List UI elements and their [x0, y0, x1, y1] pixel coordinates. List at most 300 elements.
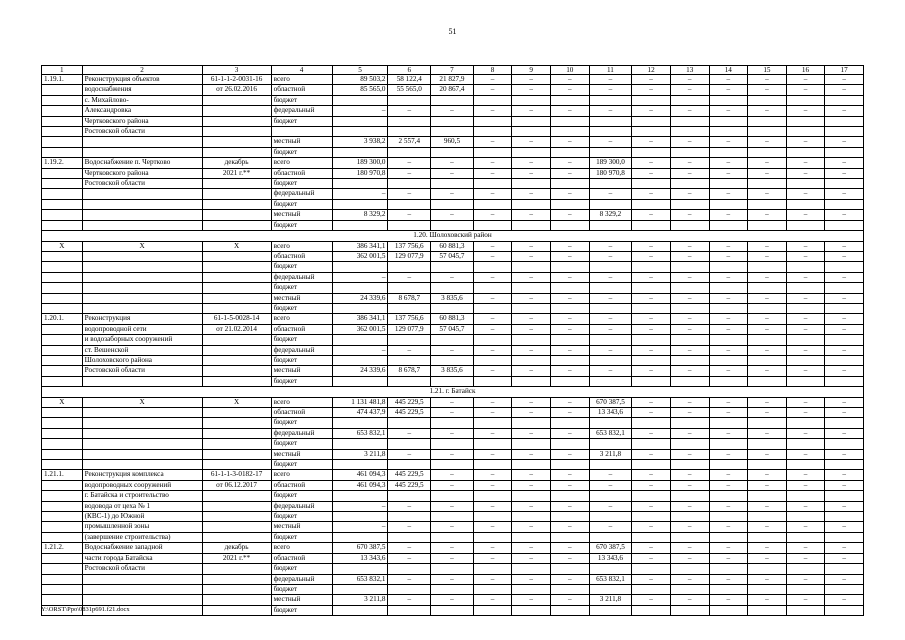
table-cell: – — [748, 251, 787, 261]
table-cell — [202, 345, 271, 355]
table-cell — [786, 335, 825, 345]
table-row — [42, 470, 864, 480]
table-row — [42, 522, 864, 532]
table-cell: – — [786, 574, 825, 584]
table-cell: – — [825, 241, 864, 251]
table-cell: – — [748, 189, 787, 199]
table-cell: – — [748, 158, 787, 168]
table-cell: – — [632, 543, 671, 553]
table-cell — [431, 116, 474, 126]
table-cell — [748, 512, 787, 522]
table-cell: 55 565,0 — [388, 85, 431, 95]
table-cell — [589, 376, 632, 386]
table-cell: – — [670, 75, 709, 85]
table-cell: бюджет — [271, 376, 332, 386]
table-cell: всего — [271, 75, 332, 85]
table-cell: – — [431, 189, 474, 199]
table-cell — [748, 262, 787, 272]
table-cell — [42, 116, 83, 126]
table-cell: – — [551, 158, 590, 168]
table-cell: – — [670, 168, 709, 178]
table-cell: 137 756,6 — [388, 314, 431, 324]
table-cell: 461 094,3 — [332, 470, 388, 480]
table-cell: – — [786, 543, 825, 553]
table-cell — [82, 283, 202, 293]
table-cell — [82, 189, 202, 199]
table-cell — [388, 512, 431, 522]
table-cell — [825, 199, 864, 209]
table-cell: – — [786, 137, 825, 147]
table-cell: – — [786, 501, 825, 511]
table-cell — [42, 480, 83, 490]
table-cell: – — [786, 272, 825, 282]
table-cell — [670, 584, 709, 594]
table-cell: – — [589, 470, 632, 480]
table-row — [42, 428, 864, 438]
table-cell — [202, 460, 271, 470]
table-cell: федеральный — [271, 189, 332, 199]
table-cell — [512, 491, 551, 501]
table-cell: – — [825, 522, 864, 532]
table-cell: – — [512, 168, 551, 178]
column-number: 15 — [748, 66, 787, 75]
table-cell: – — [632, 210, 671, 220]
table-cell: – — [670, 449, 709, 459]
table-cell: – — [551, 272, 590, 282]
table-cell — [388, 179, 431, 189]
table-cell — [431, 564, 474, 574]
column-number: 7 — [431, 66, 474, 75]
table-row — [42, 480, 864, 490]
table-cell — [825, 262, 864, 272]
table-cell — [551, 199, 590, 209]
table-cell: – — [431, 553, 474, 563]
table-cell — [551, 127, 590, 137]
table-cell: – — [473, 428, 512, 438]
table-cell: – — [825, 314, 864, 324]
table-cell: – — [786, 449, 825, 459]
table-cell: – — [589, 251, 632, 261]
table-cell — [551, 116, 590, 126]
table-cell — [786, 491, 825, 501]
table-cell — [589, 532, 632, 542]
table-cell: Ростовской области — [82, 179, 202, 189]
table-cell: 386 341,1 — [332, 314, 388, 324]
table-cell — [388, 460, 431, 470]
table-cell — [551, 512, 590, 522]
table-cell — [431, 439, 474, 449]
table-row — [42, 189, 864, 199]
table-cell: 653 832,1 — [332, 428, 388, 438]
table-row — [42, 210, 864, 220]
table-cell: – — [473, 168, 512, 178]
table-cell: местный — [271, 366, 332, 376]
table-cell — [473, 491, 512, 501]
table-cell — [786, 95, 825, 105]
table-cell: – — [431, 522, 474, 532]
table-cell: местный — [271, 293, 332, 303]
table-cell: – — [786, 553, 825, 563]
table-cell: – — [670, 251, 709, 261]
table-cell — [82, 439, 202, 449]
table-cell — [82, 595, 202, 605]
table-cell — [670, 355, 709, 365]
table-row — [42, 168, 864, 178]
table-cell — [332, 532, 388, 542]
table-cell — [709, 584, 748, 594]
table-cell — [42, 210, 83, 220]
column-number: 4 — [271, 66, 332, 75]
table-row — [42, 116, 864, 126]
table-cell — [589, 283, 632, 293]
table-cell: – — [473, 480, 512, 490]
table-cell — [332, 605, 388, 615]
table-cell — [82, 418, 202, 428]
table-cell — [42, 439, 83, 449]
column-number: 3 — [202, 66, 271, 75]
table-cell: – — [748, 595, 787, 605]
table-cell: – — [825, 408, 864, 418]
table-cell: Реконструкция — [82, 314, 202, 324]
table-cell: декабрь — [202, 158, 271, 168]
table-cell: – — [825, 595, 864, 605]
table-cell — [332, 491, 388, 501]
table-cell: – — [670, 543, 709, 553]
table-cell: – — [589, 272, 632, 282]
table-cell — [551, 303, 590, 313]
table-cell — [632, 220, 671, 230]
table-cell — [332, 439, 388, 449]
table-cell: – — [825, 574, 864, 584]
table-cell: – — [551, 543, 590, 553]
table-cell: 461 094,3 — [332, 480, 388, 490]
table-cell — [473, 199, 512, 209]
table-cell: Александровка — [82, 106, 202, 116]
table-cell: – — [512, 106, 551, 116]
table-cell — [632, 116, 671, 126]
table-cell — [42, 522, 83, 532]
table-row — [42, 376, 864, 386]
table-cell: – — [632, 75, 671, 85]
table-cell — [670, 491, 709, 501]
table-cell — [202, 439, 271, 449]
table-cell — [42, 262, 83, 272]
table-cell: областной — [271, 168, 332, 178]
table-cell: – — [632, 408, 671, 418]
table-row — [42, 345, 864, 355]
table-cell: 13 343,6 — [589, 408, 632, 418]
table-row — [42, 564, 864, 574]
table-cell: – — [512, 470, 551, 480]
table-cell — [786, 532, 825, 542]
table-cell: промышленной зоны — [82, 522, 202, 532]
table-row — [42, 137, 864, 147]
table-cell — [82, 428, 202, 438]
table-cell — [332, 376, 388, 386]
table-cell: 670 387,5 — [332, 543, 388, 553]
table-cell: бюджет — [271, 116, 332, 126]
table-cell — [551, 532, 590, 542]
table-cell: областной — [271, 251, 332, 261]
table-cell — [431, 283, 474, 293]
table-cell: – — [748, 293, 787, 303]
table-cell — [388, 564, 431, 574]
table-cell: – — [786, 241, 825, 251]
table-cell: – — [670, 408, 709, 418]
table-cell: – — [512, 251, 551, 261]
table-cell — [202, 501, 271, 511]
table-cell: – — [632, 574, 671, 584]
table-cell — [551, 418, 590, 428]
table-cell — [632, 460, 671, 470]
table-cell: – — [551, 522, 590, 532]
table-cell: всего — [271, 397, 332, 407]
table-cell: – — [786, 251, 825, 261]
table-cell: – — [473, 106, 512, 116]
table-cell: – — [709, 272, 748, 282]
table-cell: – — [388, 272, 431, 282]
table-cell — [512, 220, 551, 230]
table-cell: – — [709, 75, 748, 85]
table-cell: 1.20.1. — [42, 314, 83, 324]
table-cell: – — [825, 272, 864, 282]
table-cell — [202, 335, 271, 345]
table-cell: – — [632, 522, 671, 532]
table-cell — [42, 335, 83, 345]
table-cell — [589, 95, 632, 105]
table-cell: областной — [271, 408, 332, 418]
column-number: 5 — [332, 66, 388, 75]
table-row — [42, 491, 864, 501]
table-cell: – — [786, 210, 825, 220]
table-cell: – — [825, 501, 864, 511]
table-cell — [632, 283, 671, 293]
table-cell — [670, 283, 709, 293]
table-cell: – — [388, 345, 431, 355]
table-cell: – — [332, 272, 388, 282]
table-cell: – — [786, 293, 825, 303]
table-cell: – — [388, 522, 431, 532]
table-cell: – — [473, 272, 512, 282]
table-cell — [825, 95, 864, 105]
column-number: 12 — [632, 66, 671, 75]
table-cell — [42, 220, 83, 230]
table-cell — [473, 95, 512, 105]
table-cell — [202, 522, 271, 532]
table-cell: 13 343,6 — [332, 553, 388, 563]
table-cell: Реконструкция комплекса — [82, 470, 202, 480]
table-cell — [825, 220, 864, 230]
table-cell — [271, 127, 332, 137]
table-cell — [786, 147, 825, 157]
table-cell — [42, 106, 83, 116]
table-cell: – — [551, 75, 590, 85]
table-cell — [748, 179, 787, 189]
table-cell: – — [431, 449, 474, 459]
table-cell — [512, 460, 551, 470]
table-cell — [388, 147, 431, 157]
table-row — [42, 241, 864, 251]
table-cell: – — [551, 241, 590, 251]
table-cell: – — [709, 428, 748, 438]
table-cell — [589, 491, 632, 501]
table-cell: – — [748, 272, 787, 282]
table-cell: – — [388, 553, 431, 563]
column-number: 9 — [512, 66, 551, 75]
table-cell — [512, 303, 551, 313]
table-cell: федеральный — [271, 501, 332, 511]
table-cell: – — [473, 574, 512, 584]
table-cell — [589, 512, 632, 522]
table-cell — [332, 303, 388, 313]
table-cell — [42, 355, 83, 365]
table-cell: – — [748, 428, 787, 438]
table-cell — [42, 584, 83, 594]
table-cell — [42, 532, 83, 542]
table-cell: – — [709, 251, 748, 261]
table-cell: – — [786, 428, 825, 438]
table-cell: местный — [271, 210, 332, 220]
table-cell: всего — [271, 158, 332, 168]
table-cell: 89 503,2 — [332, 75, 388, 85]
table-cell: – — [632, 241, 671, 251]
table-cell: – — [709, 158, 748, 168]
table-cell: – — [632, 480, 671, 490]
table-cell: Ростовской области — [82, 127, 202, 137]
file-path-footer: Y:\ORST\Ppo\0831p691.f21.docx — [41, 606, 130, 613]
table-row — [42, 272, 864, 282]
table-row — [42, 106, 864, 116]
table-cell: бюджет — [271, 439, 332, 449]
table-cell — [42, 449, 83, 459]
table-cell — [82, 199, 202, 209]
table-cell: с. Михайлово- — [82, 95, 202, 105]
table-cell — [709, 335, 748, 345]
table-row — [42, 95, 864, 105]
table-cell: бюджет — [271, 564, 332, 574]
table-cell — [551, 147, 590, 157]
table-cell — [632, 127, 671, 137]
table-cell: – — [551, 408, 590, 418]
table-cell — [431, 95, 474, 105]
section-title: 1.20. Шолоховский район — [42, 231, 864, 241]
table-cell: 670 387,5 — [589, 397, 632, 407]
table-cell — [512, 376, 551, 386]
table-cell: – — [748, 397, 787, 407]
table-cell: – — [512, 522, 551, 532]
table-cell — [551, 262, 590, 272]
table-cell — [332, 335, 388, 345]
table-cell: – — [748, 553, 787, 563]
table-cell: областной — [271, 553, 332, 563]
table-cell: 57 045,7 — [431, 251, 474, 261]
table-cell: – — [670, 397, 709, 407]
table-cell — [786, 605, 825, 615]
table-cell: – — [709, 85, 748, 95]
table-cell — [431, 220, 474, 230]
table-row — [42, 303, 864, 313]
table-cell: – — [786, 106, 825, 116]
table-cell — [512, 584, 551, 594]
table-cell — [202, 574, 271, 584]
table-cell — [42, 251, 83, 261]
table-cell — [42, 408, 83, 418]
table-cell — [202, 595, 271, 605]
table-cell: – — [825, 75, 864, 85]
table-cell — [431, 418, 474, 428]
table-cell: 3 211,8 — [332, 595, 388, 605]
table-cell — [42, 189, 83, 199]
table-cell — [473, 116, 512, 126]
table-cell: – — [431, 106, 474, 116]
table-cell — [748, 532, 787, 542]
table-cell: – — [786, 168, 825, 178]
table-body — [42, 66, 864, 616]
table-cell — [388, 220, 431, 230]
table-cell: бюджет — [271, 532, 332, 542]
table-cell — [332, 355, 388, 365]
table-cell: – — [431, 397, 474, 407]
table-cell — [332, 584, 388, 594]
table-cell — [786, 512, 825, 522]
table-cell — [332, 220, 388, 230]
table-cell: – — [748, 168, 787, 178]
table-cell: – — [589, 345, 632, 355]
table-cell — [473, 147, 512, 157]
table-cell — [82, 262, 202, 272]
table-cell: 20 867,4 — [431, 85, 474, 95]
table-cell — [589, 335, 632, 345]
table-cell: – — [431, 158, 474, 168]
table-cell — [202, 408, 271, 418]
table-cell — [748, 199, 787, 209]
table-cell: 3 211,8 — [332, 449, 388, 459]
table-cell: федеральный — [271, 106, 332, 116]
table-cell: – — [512, 272, 551, 282]
table-cell — [589, 418, 632, 428]
table-cell — [825, 335, 864, 345]
section-row — [42, 231, 864, 241]
column-number: 6 — [388, 66, 431, 75]
table-cell: – — [709, 449, 748, 459]
table-cell — [709, 283, 748, 293]
table-row — [42, 532, 864, 542]
table-row — [42, 85, 864, 95]
table-cell — [431, 376, 474, 386]
table-cell: – — [431, 428, 474, 438]
table-cell — [42, 147, 83, 157]
table-cell: – — [473, 75, 512, 85]
table-cell — [82, 460, 202, 470]
table-cell — [709, 116, 748, 126]
table-cell — [388, 532, 431, 542]
table-cell — [589, 199, 632, 209]
table-cell — [202, 189, 271, 199]
table-cell — [748, 439, 787, 449]
table-cell — [670, 303, 709, 313]
table-cell — [512, 179, 551, 189]
table-cell — [512, 564, 551, 574]
table-cell: – — [786, 408, 825, 418]
column-number: 16 — [786, 66, 825, 75]
table-cell — [709, 179, 748, 189]
table-cell — [388, 439, 431, 449]
table-cell — [670, 460, 709, 470]
section-title: 1.21. г. Батайск — [42, 387, 864, 397]
table-cell — [670, 220, 709, 230]
table-cell: – — [551, 251, 590, 261]
section-row — [42, 387, 864, 397]
